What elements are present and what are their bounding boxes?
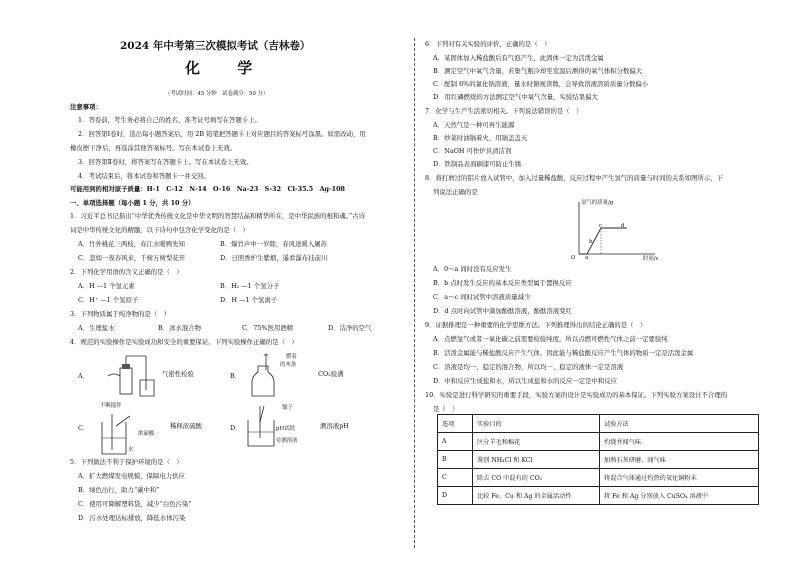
q4-a-label: 气密性检验: [162, 370, 194, 378]
note-line: 3．回答第Ⅱ卷时，将答案写在答题卡上。写在本试卷上无效。: [78, 158, 253, 166]
table-cell: A: [438, 433, 473, 451]
table-cell: 将 Fe 和 Ag 分别放入 CuSO₄ 溶液中: [600, 487, 759, 505]
airtightness-apparatus-icon: [100, 350, 160, 400]
q10-stem-cont: 是（ ）: [433, 405, 459, 413]
table-cell: 比较 Fe、Cu 和 Ag 的金属活动性: [473, 487, 600, 505]
q1-stem: 1．习近平总书记指出“中华优秀传统文化是中华文明的智慧结晶和精华所在，是中华民族的根和魂。”古诗: [70, 212, 365, 220]
q4-stem: 4．规范的实验操作是实验成功和安全的重要保证。下列实验操作正确的是（ ）: [70, 338, 298, 346]
q8-stem-cont: 列说法正确的是: [433, 188, 478, 196]
q6-option-d: D．用红磷燃烧的方法测定空气中氧气含量，实验结果偏大: [433, 93, 598, 101]
q4-c-label: 稀释浓硫酸: [170, 422, 202, 430]
q4-option-b: B．: [230, 372, 242, 380]
q5-option-c: C．使用可降解塑料袋，减少“白色污染”: [78, 500, 192, 508]
co2-bottle-icon: [246, 352, 286, 398]
q2-option-c: C．H⁺ —1 个氢原子: [78, 296, 139, 304]
atomic-masses: 可能用到的相对原子质量：H-1 C-12 N-14 O-16 Na-23 S-32 Cl-35.5 Ag-108: [70, 185, 345, 193]
graph-x-label: 时间/s: [643, 256, 659, 262]
graph-point-b: b: [589, 239, 593, 245]
table-cell: 除去 CO 中混有的 CO₂: [473, 469, 600, 487]
q7-option-a: A．天然气是一种可再生能源: [433, 121, 515, 129]
q8-option-b: B．b 点时发生反应的基本反应类型属于置换反应: [433, 279, 572, 287]
q7-option-d: D．铁制品表面刷漆可防止生锈: [433, 160, 522, 168]
graph-curve: [579, 228, 627, 254]
q4-option-d: D．: [230, 424, 242, 432]
note-line: 1．答卷前，考生务必将自己的姓名、准考证号填写在答题卡上。: [78, 116, 262, 124]
q4-d-mid: pH试纸: [276, 426, 295, 432]
q4-d-label: 测溶液pH: [320, 422, 349, 430]
table-cell: 区分羊毛和棉花: [473, 433, 600, 451]
graph-y-label: 氢气的质量/g: [581, 200, 614, 206]
table-row: [438, 469, 759, 487]
graph-origin: O: [571, 255, 576, 261]
table-header-row: [438, 415, 759, 433]
q6-stem: 6．下列对有关实验的评价，正确的是（ ）: [425, 40, 551, 48]
q1-stem-cont: 词是中华传统文化的精髓，以下诗句中包含化学变化的是（ ）: [70, 226, 249, 234]
q4-b-label: CO₂验满: [318, 370, 344, 378]
graph-point-a: a: [585, 255, 589, 261]
table-cell: C: [438, 469, 473, 487]
q9-option-b: B．活泼金属能与稀盐酸反应产生气体，因此能与稀盐酸反应产生气体的物质一定是活泼金属: [433, 349, 694, 357]
table-cell: B: [438, 451, 473, 469]
q4-option-a: A．: [78, 372, 90, 380]
q6-option-b: B．测定空气中氧气含量，若集气瓶冷却至室温后测得的氧气体积分数偏大: [433, 67, 643, 75]
q7-option-c: C．NaOH 可作炉具清洁剂: [433, 147, 512, 155]
q8-option-d: D．d 点时向试管中滴加酚酞溶液，酚酞溶液变红: [433, 307, 573, 315]
q7-option-b: B．炒菜时油锅着火，用锅盖盖灭: [433, 134, 528, 142]
table-row: [438, 451, 759, 469]
q1-option-a: A．竹外桃花三两枝，春江水暖鸭先知: [78, 240, 185, 248]
q5-stem: 5．下列做法不利于保护环境的是（ ）: [70, 458, 183, 466]
column-divider: [414, 38, 415, 548]
q4-c-mid: 浓硫酸: [138, 431, 155, 437]
q4-b-top: 燃着: [286, 354, 297, 360]
q9-stem: 9．证据推理是一种重要的化学思维方法。下列推理得出的结论正确的是（ ）: [425, 321, 647, 329]
table-cell: 灼烧并闻气味: [600, 433, 759, 451]
section-one-heading: 一、单项选择题（每小题 1 分，共 10 分）: [70, 199, 195, 207]
q5-option-d: D．污水处理达标排放，降低水体污染: [78, 514, 186, 522]
q2-stem: 2．下列化学用语的含义正确的是（ ）: [70, 268, 183, 276]
q8-option-c: C．a～c 间时试管中溶液质量减少: [433, 293, 531, 301]
table-row: [438, 433, 759, 451]
experiment-table: [437, 414, 759, 505]
table-cell: 加熟石灰研磨，闻气味: [600, 451, 759, 469]
table-header-cell: 选项: [438, 415, 473, 433]
q3-option-d: D．洁净的空气: [328, 324, 372, 332]
q6-option-c: C．配制 6%的氯化钠溶液，量水时俯视读数，会导致溶液溶质质量分数偏小: [433, 80, 649, 88]
exam-meta: （考试时间：45 分钟 试卷满分：50 分）: [165, 91, 269, 97]
q10-stem: 10．实验是进行科学研究的重要手段，实验方案的设计是实验成功的基本保证。下列实验方案设计不合理的: [425, 391, 728, 399]
q4-d-top: 镊子: [282, 405, 293, 411]
graph-point-d: d: [621, 223, 625, 229]
exam-title: 2024 年中考第三次模拟考试（吉林卷）: [120, 40, 311, 52]
q2-option-d: D．H —1 个氢离子: [220, 296, 278, 304]
note-line: 4．考试结束后，将本试卷和答题卡一并交回。: [78, 172, 210, 180]
notes-heading: 注意事项：: [70, 103, 102, 111]
q4-option-c: C．: [78, 424, 90, 432]
graph-point-c: c: [599, 223, 603, 229]
q9-option-d: D．中和反应生成盐和水，所以生成盐和水的反应一定是中和反应: [433, 377, 618, 385]
q3-option-b: B．冰水混合物: [158, 324, 202, 332]
q4-c-top: 不断搅拌: [100, 403, 122, 409]
table-cell: 鉴别 NH₄Cl 和 KCl: [473, 451, 600, 469]
q6-option-a: A．某固体加入稀盐酸后有气泡产生，此固体一定为活泼金属: [433, 54, 604, 62]
q3-stem: 3．下列物质属于纯净物的是（ ）: [70, 310, 170, 318]
q3-option-a: A．生理盐水: [78, 324, 115, 332]
table-cell: 将混合气体通过灼热的氧化铜粉末: [600, 469, 759, 487]
q2-option-b: B．H₂ —1 个氢分子: [220, 282, 280, 290]
table-cell: D: [438, 487, 473, 505]
q9-option-a: A．点燃氢气或者一氧化碳之前需要检验纯度，所以点燃可燃性气体之前一定要验纯: [433, 335, 668, 343]
table-header-cell: 实验目的: [473, 415, 600, 433]
q4-d-bot: 待测溶液: [276, 438, 298, 444]
q8-stem: 8．将打磨过的铝片放入试管中，加入过量稀盐酸，反应过程中产生氢气的质量与时间的关系如图所示，下: [425, 174, 724, 182]
table-row: [438, 487, 759, 505]
q5-option-a: A．扩大燃煤发电规模，保障电力供应: [78, 472, 185, 480]
q4-b-mid: 的木条: [280, 362, 297, 368]
q7-stem: 7．化学与生产生活密切相关。下列说法错误的是（ ）: [425, 107, 583, 115]
hydrogen-mass-graph: [565, 198, 665, 262]
note-line: 橡皮擦干净后，再选涂其他答案标号。写在本试卷上无效。: [70, 144, 237, 152]
q1-option-c: C．忽如一夜春风来，千树万树梨花开: [78, 254, 186, 262]
q3-option-c: C．75%医用酒精: [242, 324, 294, 332]
q4-c-bot: 水: [128, 447, 134, 453]
note-line: 2．回答第Ⅰ卷时，选出每小题答案后，用 2B 铅笔把答题卡上对应题目的答案标号涂黑。如需改动，用: [78, 130, 366, 138]
q1-option-b: B．爆竹声中一岁除，春风送暖入屠苏: [220, 240, 327, 248]
q8-option-a: A．0～a 间时没有反应发生: [433, 265, 512, 273]
q5-option-b: B．绿色出行，助力“碳中和”: [78, 486, 160, 494]
subject-title: 化 学: [185, 59, 269, 77]
q2-option-a: A．H —1 个氢元素: [78, 282, 135, 290]
table-header-cell: 试验方法: [600, 415, 759, 433]
q1-option-d: D．日照香炉生紫烟，遥看瀑布挂前川: [220, 254, 328, 262]
q9-option-c: C．溶液是均一、稳定的混合物，所以均一、稳定的液体一定是溶液: [433, 363, 624, 371]
